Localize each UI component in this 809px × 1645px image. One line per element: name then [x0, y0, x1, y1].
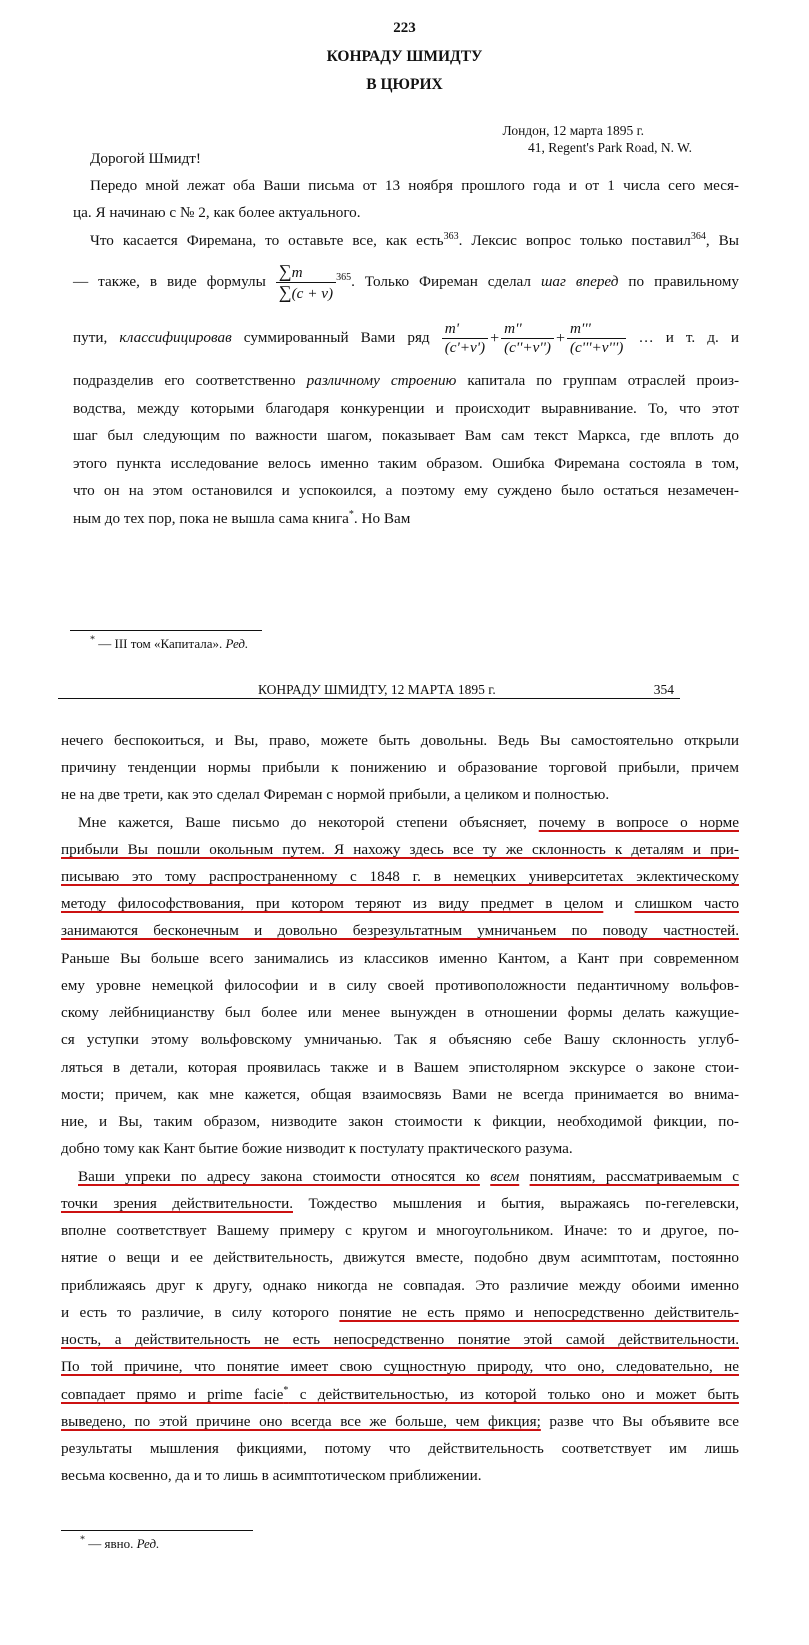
underlined-line: По той причине, что понятие имеет свою сущностную природу, что оно, следовательно, не: [61, 1358, 739, 1375]
text-line: Мне кажется, Ваше письмо до некоторой степени объясняет, почему в вопросе о норме: [78, 814, 739, 831]
text-line: причину тенденции нормы прибыли к понижению и образование торговой прибыли, причем: [61, 759, 739, 776]
text-line: вполне соответствует Вашему примеру с кругом и многоугольником. Иначе: то и другое, по-: [61, 1222, 739, 1239]
text-line: ему уровне немецкой философии и в силу своей противоположности педантичному вольфов-: [61, 977, 739, 994]
running-head-title: КОНРАДУ ШМИДТУ, 12 МАРТА 1895 г.: [258, 682, 496, 697]
text-line: скому лейбницианству был более или менее вынужден в отношении формы делать кажущие-: [61, 1004, 739, 1021]
text-line: подразделив его соответственно различному строению капитала по группам отраслей произ-: [73, 372, 740, 389]
text-line: водства, между которыми благодаря конкуренции и происходит выравнивание. То, что этот: [73, 400, 739, 417]
text-line: результаты мышления фикциями, потому что действительность соответствует им лишь: [61, 1440, 739, 1457]
running-head: [58, 682, 680, 699]
address: 41, Regent's Park Road, N. W.: [527, 140, 692, 155]
text-line: добно тому как Кант бытие божие низводит к постулату практического разума.: [61, 1140, 573, 1157]
text-line: методу философствования, при котором теряют из виду предмет в целом и слишком часто: [61, 895, 739, 912]
footnote-rule: [61, 1530, 253, 1531]
underlined-line: совпадает прямо и prime facie* с действительностью, из которой только оно и может быть: [61, 1384, 740, 1403]
text-line: точки зрения действительности. Тождество мышления и бытия, выражаясь по-гегелевски,: [61, 1195, 739, 1212]
footnote-mark: *: [283, 1384, 289, 1396]
text-line: Раньше Вы больше всего занимались из классиков именно Кантом, а Кант при современном: [61, 950, 739, 967]
footnote-mark: *: [348, 508, 354, 520]
underlined-line: писываю это тому распространенному с 1848 г. в немецких университетах эклектическому: [61, 868, 739, 885]
text-line: приближаясь друг к другу, однако никогда не совпадая. Это различие между обоими именно: [61, 1277, 739, 1294]
text-line: ляться в детали, которая проявилась также и в Вашем эпистолярном экскурсе о законе стои-: [61, 1059, 739, 1076]
letter-subtitle: В ЦЮРИХ: [366, 76, 443, 93]
fraction-2: $\frac{m''}{(c''+v'')}$: [501, 320, 554, 357]
fraction-3: $\frac{m'''}{(c'''+v''')}$: [567, 320, 626, 357]
footnote-rule: [70, 630, 262, 631]
text-line: нятие о вещи и ее действительность, движутся вместе, подобно двум асимптотам, постоянно: [61, 1249, 739, 1266]
page-number: 354: [653, 682, 674, 697]
text-line: ся уступки этому вольфовскому умничанью. Так я объясняю себе Вашу склонность углуб-: [61, 1031, 739, 1048]
text-line: мости; причем, как мне кажется, общая взаимосвязь Вами не всегда принимается во внима-: [61, 1086, 739, 1103]
reference-mark: 365: [336, 271, 352, 283]
text-line: ца. Я начинаю с № 2, как более актуального.: [73, 204, 361, 221]
text-line: шаг был следующим по важности шагом, показывает Вам сам текст Маркса, где вплоть до: [73, 427, 739, 444]
footnote: * — III том «Капитала». Ред.: [90, 634, 249, 651]
text-line: не на две трети, как это сделал Фиреман с нормой прибыли, а целиком и полностью.: [61, 786, 610, 803]
salutation: Дорогой Шмидт!: [90, 150, 201, 167]
underlined-line: ность, а действительность не есть непосредственно понятие этой самой действительности.: [61, 1331, 739, 1348]
text-line: ние, и Вы, таким образом, низводите закон стоимости к фикции, необходимой фикции, по-: [61, 1113, 739, 1130]
text-line-formula: пути, классифицировав суммированный Вами ряд $\frac{m'}{(c'+v')}$ + $\frac{m''}{(c''+v'')}$ + $\frac{m'''}{(c'''+v''')}$ … и т. д. и: [73, 320, 740, 357]
place-date: Лондон, 12 марта 1895 г.: [502, 123, 644, 138]
sum-formula: $\frac{\sum m}{\sum(c + v)}$: [276, 262, 336, 303]
text-line: нечего беспокоиться, и Вы, право, можете быть довольны. Ведь Вы самостоятельно открыли: [61, 732, 739, 749]
underlined-line: занимаются бесконечным и довольно безрезультатным умничаньем по поводу частностей.: [61, 922, 739, 939]
underlined-line: прибыли Вы пошли окольным путем. Я нахожу здесь все ту же склонность к деталям и при-: [61, 841, 739, 858]
text-line: Передо мной лежат оба Ваши письма от 13 ноября прошлого года и от 1 числа сего меся-: [90, 177, 739, 194]
reference-mark: 363: [443, 230, 459, 242]
footnote: * — явно. Ред.: [80, 1534, 160, 1551]
text-line: и есть то различие, в силу которого понятие не есть прямо и непосредственно действитель-: [61, 1304, 739, 1321]
text-line: что он на этом остановился и успокоился, а поэтому ему суждено было остаться незамечен-: [73, 482, 739, 499]
text-line-formula: — также, в виде формулы $\frac{\sum m}{\sum(c + v)}$ $^{365}$. Только Фиреман сделал шаг вперед по правильному: [73, 261, 739, 303]
text-line: ным до тех пор, пока не вышла сама книга*. Но Вам: [73, 508, 411, 527]
text-line: Ваши упреки по адресу закона стоимости относятся ко всем понятиям, рассматриваемым с: [78, 1168, 740, 1185]
fraction-1: $\frac{m'}{(c'+v')}$: [442, 320, 488, 357]
letter-title: КОНРАДУ ШМИДТУ: [326, 48, 483, 65]
text-line: весьма косвенно, да и то лишь в асимптотическом приближении.: [61, 1467, 482, 1484]
text-line: Что касается Фиремана, то оставьте все, как есть$^{363}$. Лексис вопрос только поставил$^{364}$, Вы: [90, 230, 739, 249]
text-line: выведено, по этой причине оно всегда все же больше, чем фикция; разве что Вы объявите все: [61, 1413, 740, 1430]
text-line: этого пункта исследование велось именно таким образом. Ошибка Фиремана состояла в том,: [73, 455, 739, 472]
reference-mark: 364: [690, 230, 706, 242]
letter-number: 223: [393, 20, 416, 36]
